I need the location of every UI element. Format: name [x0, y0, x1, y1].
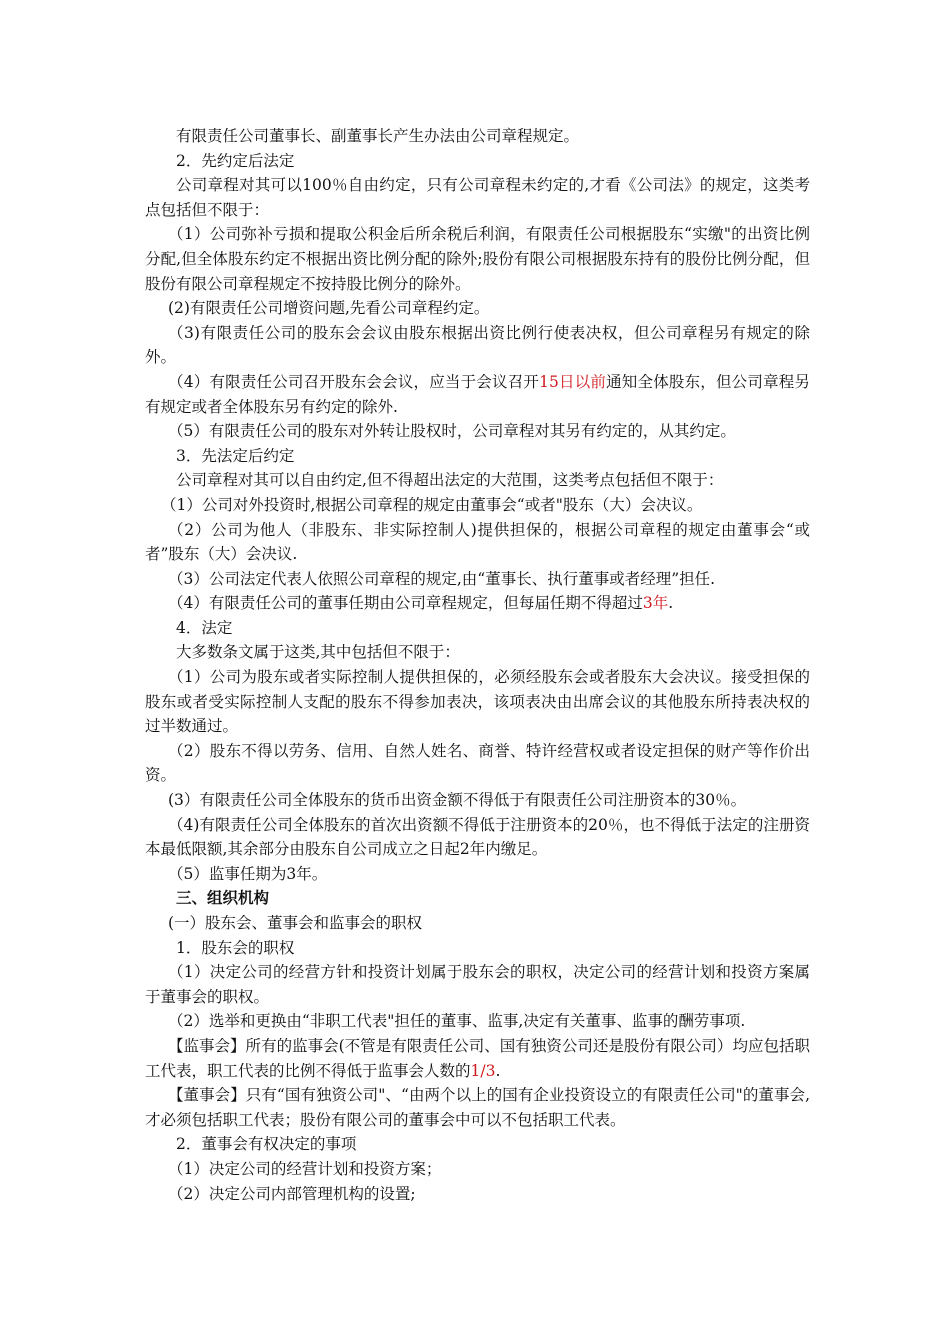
text-run: 1．股东会的职权	[176, 938, 295, 957]
text-run: 2．董事会有权决定的事项	[176, 1135, 357, 1154]
paragraph	[145, 444, 810, 469]
paragraph	[145, 640, 810, 665]
highlighted-text: 1/3	[470, 1061, 496, 1080]
text-run: (2)有限责任公司增资问题,先看公司章程约定。	[168, 299, 490, 318]
text-run: （4)有限责任公司全体股东的首次出资额不得低于注册资本的20％，也不得低于法定的注册资本最低限额,其余部分由股东自公司成立之日起2年内缴足。	[145, 815, 810, 859]
text-run: 3．先法定后约定	[176, 446, 295, 465]
text-run: （5）监事任期为3年。	[168, 864, 328, 883]
text-run: （4）有限责任公司的董事任期由公司章程规定，但每届任期不得超过	[168, 594, 643, 613]
paragraph	[145, 124, 810, 149]
text-run: （2）选举和更换由“非职工代表"担任的董事、监事,决定有关董事、监事的酬劳事项.	[168, 1012, 746, 1031]
paragraph	[145, 567, 810, 592]
text-run: （1）公司为股东或者实际控制人提供担保的，必须经股东会或者股东大会决议。接受担保的股东或者受实际控制人支配的股东不得参加表决，该项表决由出席会议的其他股东所持表决权的过半数通过。	[145, 668, 810, 736]
paragraph	[145, 296, 810, 321]
paragraph	[145, 813, 810, 862]
paragraph	[145, 468, 810, 493]
paragraph	[145, 493, 810, 518]
paragraph	[145, 1083, 810, 1132]
paragraph	[145, 1034, 810, 1083]
paragraph	[145, 1132, 810, 1157]
paragraph	[145, 173, 810, 222]
text-run: .	[495, 1061, 501, 1080]
text-run: 【董事会】只有“国有独资公司"、“由两个以上的国有企业投资设立的有限责任公司"的董事会,才必须包括职工代表；股份有限公司的董事会中可以不包括职工代表。	[145, 1086, 810, 1129]
text-run: 公司章程对其可以100％自由约定，只有公司章程未约定的,才看《公司法》的规定，这类考点包括但不限于：	[145, 176, 810, 219]
paragraph	[145, 616, 810, 641]
document-body	[145, 124, 810, 1206]
highlighted-text: 15日以前	[539, 372, 607, 391]
text-run: （1）公司对外投资时,根据公司章程的规定由董事会“或者"股东（大）会决议。	[161, 495, 703, 514]
text-run: .	[668, 594, 674, 613]
text-run: （3)有限责任公司的股东会会议由股东根据出资比例行使表决权，但公司章程另有规定的除外。	[145, 323, 810, 367]
text-run: 2．先约定后法定	[176, 151, 295, 170]
paragraph	[145, 739, 810, 788]
paragraph	[145, 518, 810, 567]
text-run: （3）公司法定代表人依照公司章程的规定,由“董事长、执行董事或者经理”担任.	[168, 569, 716, 588]
paragraph	[145, 1157, 810, 1182]
text-run: 【监事会】所有的监事会(不管是有限责任公司、国有独资公司还是股份有限公司）均应包括职工代表，职工代表的比例不得低于监事会人数的	[145, 1036, 810, 1080]
highlighted-text: 3年	[642, 594, 669, 613]
paragraph	[145, 591, 810, 616]
paragraph	[145, 149, 810, 174]
paragraph	[145, 862, 810, 887]
text-run: （4）有限责任公司召开股东会会议，应当于会议召开	[168, 372, 540, 391]
text-run: （1）决定公司的经营计划和投资方案；	[168, 1159, 442, 1178]
paragraph	[145, 321, 810, 370]
text-run: （1）决定公司的经营方针和投资计划属于股东会的职权，决定公司的经营计划和投资方案属于董事会的职权。	[145, 963, 810, 1006]
text-run: （5）有限责任公司的股东对外转让股权时，公司章程对其另有约定的，从其约定。	[168, 422, 736, 441]
text-run: 有限责任公司董事长、副董事长产生办法由公司章程规定。	[176, 127, 580, 145]
paragraph	[145, 788, 810, 813]
text-run: 通知全体股东，但公司章程另有规定或者全体股东另有约定的除外.	[145, 372, 810, 416]
text-run: (一）股东会、董事会和监事会的职权	[168, 914, 423, 932]
paragraph	[145, 222, 810, 296]
paragraph	[145, 665, 810, 739]
paragraph	[145, 960, 810, 1009]
text-run: (3）有限责任公司全体股东的货币出资金额不得低于有限责任公司注册资本的30％。	[168, 791, 747, 810]
text-run: （2）股东不得以劳务、信用、自然人姓名、商誉、特许经营权或者设定担保的财产等作价出资。	[145, 741, 810, 785]
paragraph	[145, 1009, 810, 1034]
text-run: （1）公司弥补亏损和提取公积金后所余税后利润，有限责任公司根据股东“实缴"的出资比例分配,但全体股东约定不根据出资比例分配的除外;股份有限公司根据股东持有的股份比例分配，但股份有限公司章程规定不按持股比例分的除外。	[145, 225, 810, 293]
paragraph	[145, 1182, 810, 1207]
paragraph	[145, 886, 810, 911]
section-heading: 三、组织机构	[176, 888, 270, 908]
text-run: 4．法定	[176, 618, 233, 637]
text-run: （2）决定公司内部管理机构的设置;	[168, 1184, 416, 1203]
paragraph	[145, 370, 810, 419]
paragraph	[145, 419, 810, 444]
text-run: 公司章程对其可以自由约定,但不得超出法定的大范围，这类考点包括但不限于：	[176, 471, 724, 490]
paragraph	[145, 911, 810, 936]
text-run: （2）公司为他人（非股东、非实际控制人)提供担保的，根据公司章程的规定由董事会“或者”股东（大）会决议.	[145, 520, 810, 564]
paragraph	[145, 936, 810, 961]
text-run: 大多数条文属于这类,其中包括但不限于：	[176, 643, 460, 662]
